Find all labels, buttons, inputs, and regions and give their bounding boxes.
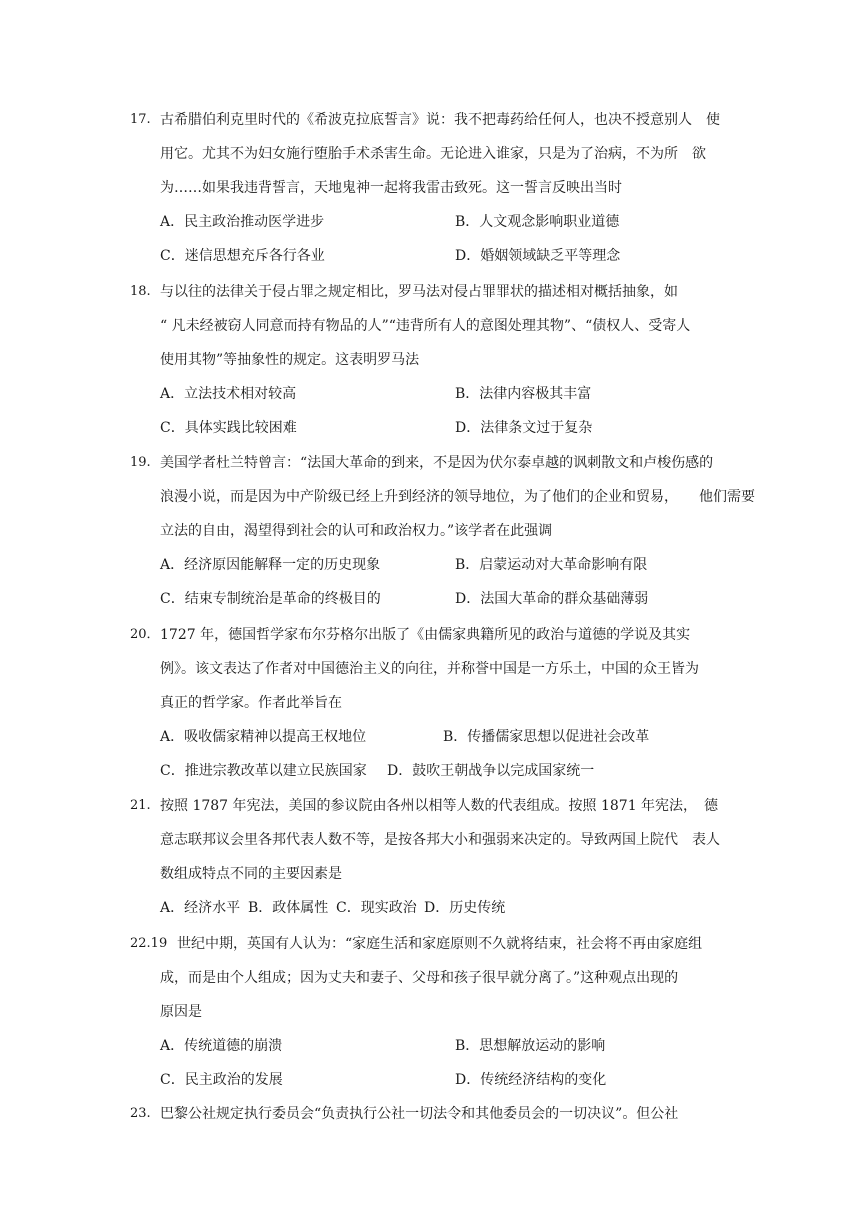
question-text-line: 与以往的法律关于侵占罪之规定相比，罗马法对侵占罪罪状的描述相对概括抽象，如 (160, 284, 678, 300)
question-text-line: 1727 年，德国哲学家布尔芬格尔出版了《由儒家典籍所见的政治与道德的学说及其实 (160, 627, 691, 643)
question-number: 20． (130, 627, 160, 642)
option-d: D．法国大革命的群众基础薄弱 (455, 591, 649, 607)
question-number: 18. (130, 284, 151, 299)
option-c: C．推进宗教改革以建立民族国家 (160, 763, 367, 779)
option-d: D．婚姻领域缺乏平等理念 (455, 248, 621, 264)
question-text-line: 真正的哲学家。作者此举旨在 (160, 695, 342, 711)
question-text-line: 按照 1787 年宪法，美国的参议院由各州以相等人数的代表组成。按照 1871 年宪法， 德 (160, 798, 719, 814)
question-text-line: 古希腊伯利克里时代的《希波克拉底誓言》说：我不把毒药给任何人，也决不授意别人 使 (160, 112, 720, 128)
question-text-line: 美国学者杜兰特曾言：“法国大革命的到来，不是因为伏尔泰卓越的讽刺散文和卢梭伤感的 (160, 455, 714, 471)
question-text-line: 使用其物”等抽象性的规定。这表明罗马法 (160, 352, 420, 368)
option-a: A．立法技术相对较高 (160, 386, 297, 402)
option-b: B．思想解放运动的影响 (455, 1038, 606, 1054)
option-c: C．具体实践比较困难 (160, 420, 297, 436)
question-text-line: 原因是 (160, 1004, 202, 1020)
question-number: 21. (130, 798, 151, 813)
option-c: C．民主政治的发展 (160, 1072, 283, 1088)
question-text-line: “ 凡未经被窃人同意而持有物品的人”“违背所有人的意图处理其物”、“债权人、受寄人 (160, 318, 691, 334)
option-b: B．法律内容极其丰富 (455, 386, 592, 402)
question-number: 17. (130, 112, 151, 127)
question-text-line: 用它。尤其不为妇女施行堕胎手术杀害生命。无论进入谁家，只是为了治病，不为所 欲 (160, 146, 706, 162)
question-text-line: 意志联邦议会里各邦代表人数不等，是按各邦大小和强弱来决定的。导致两国上院代 表人 (160, 832, 720, 848)
option-d: D．传统经济结构的变化 (455, 1072, 607, 1088)
option-a: A．民主政治推动医学进步 (160, 214, 325, 230)
question-number: 22.19 (130, 936, 168, 951)
question-text-line: 立法的自由，渴望得到社会的认可和政治权力。”该学者在此强调 (160, 523, 553, 539)
option-a: A．经济原因能解释一定的历史现象 (160, 557, 381, 573)
question-text-line: 世纪中期，英国有人认为：“家庭生活和家庭原则不久就将结束，社会将不再由家庭组 (177, 936, 703, 952)
option-a: A．吸收儒家精神以提高王权地位 (160, 729, 367, 745)
question-text-line: 浪漫小说，而是因为中产阶级已经上升到经济的领导地位，为了他们的企业和贸易， 他们需要 (160, 489, 755, 505)
question-number: 19. (130, 455, 151, 470)
option-c: C．结束专制统治是革命的终极目的 (160, 591, 381, 607)
option-a: A．传统道德的崩溃 (160, 1038, 283, 1054)
question-number: 23. (130, 1106, 151, 1121)
option-b: B．政体属性 (248, 900, 329, 916)
option-c: C．迷信思想充斥各行各业 (160, 248, 325, 264)
option-b: B．传播儒家思想以促进社会改革 (443, 729, 650, 745)
option-a: A．经济水平 (160, 900, 241, 916)
question-text-line: 为……如果我违背誓言，天地鬼神一起将我雷击致死。这一誓言反映出当时 (160, 180, 622, 196)
question-text-line: 例》。该文表达了作者对中国德治主义的向往，并称誉中国是一方乐土，中国的众王皆为 (160, 661, 699, 677)
option-d: D．历史传统 (424, 900, 506, 916)
option-d: D．法律条文过于复杂 (455, 420, 593, 436)
option-c: C．现实政治 (336, 900, 417, 916)
option-b: B．人文观念影响职业道德 (455, 214, 620, 230)
question-text-line: 数组成特点不同的主要因素是 (160, 866, 342, 882)
option-d: D．鼓吹王朝战争以完成国家统一 (387, 763, 595, 779)
question-text-line: 成，而是由个人组成；因为丈夫和妻子、父母和孩子很早就分离了。”这种观点出现的 (160, 970, 679, 986)
question-text-line: 巴黎公社规定执行委员会“负责执行公社一切法令和其他委员会的一切决议”。但公社 (160, 1106, 679, 1122)
option-b: B．启蒙运动对大革命影响有限 (455, 557, 648, 573)
